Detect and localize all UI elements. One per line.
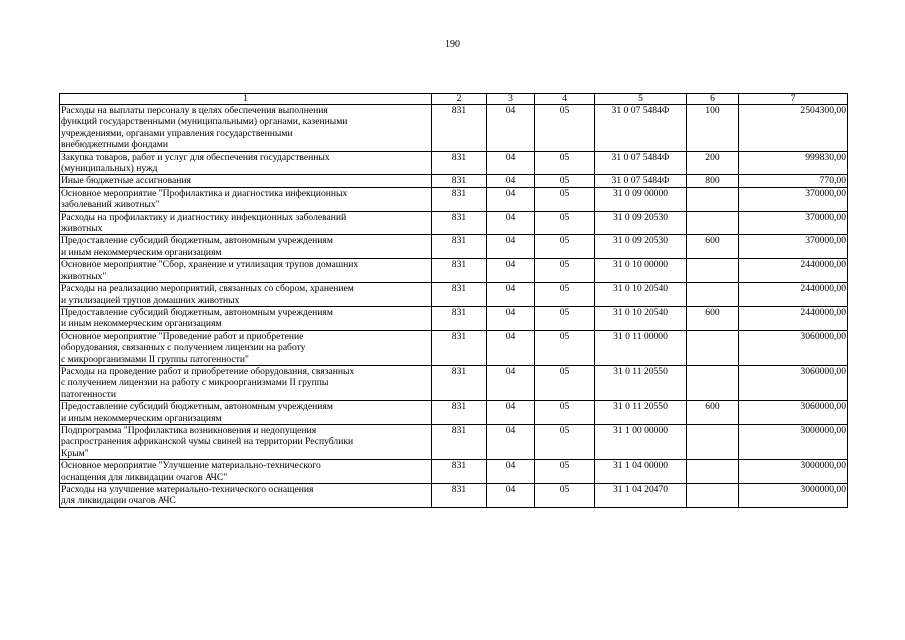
subsection-code: 05 — [535, 175, 595, 187]
row-name: Подпрограмма "Профилактика возникновения и недопущения распространения африканской чумы свиней на территории Республики Крым" — [60, 424, 432, 459]
section-code: 04 — [487, 306, 535, 330]
section-code: 04 — [487, 259, 535, 283]
target-code: 31 0 07 5484Ф — [595, 175, 687, 187]
amount: 3000000,00 — [739, 460, 848, 484]
amount: 2440000,00 — [739, 283, 848, 307]
target-code: 31 1 04 00000 — [595, 460, 687, 484]
subsection-code: 05 — [535, 330, 595, 365]
row-name: Основное мероприятие "Профилактика и диагностика инфекционных заболеваний животных" — [60, 187, 432, 211]
section-code: 04 — [487, 460, 535, 484]
subsection-code: 05 — [535, 235, 595, 259]
subsection-code: 05 — [535, 424, 595, 459]
expense-type-code — [687, 330, 739, 365]
table-row — [60, 105, 848, 152]
expense-type-code — [687, 187, 739, 211]
amount: 370000,00 — [739, 187, 848, 211]
row-name: Расходы на улучшение материально-технического оснащения для ликвидации очагов АЧС — [60, 484, 432, 508]
amount: 2440000,00 — [739, 259, 848, 283]
expense-type-code — [687, 365, 739, 400]
ministry-code: 831 — [432, 424, 487, 459]
table-row — [60, 211, 848, 235]
ministry-code: 831 — [432, 259, 487, 283]
table-row — [60, 484, 848, 508]
amount: 2440000,00 — [739, 306, 848, 330]
section-code: 04 — [487, 175, 535, 187]
target-code: 31 0 11 20550 — [595, 365, 687, 400]
ministry-code: 831 — [432, 187, 487, 211]
subsection-code: 05 — [535, 151, 595, 175]
row-name: Основное мероприятие "Улучшение материально-технического оснащения для ликвидации очагов АЧС" — [60, 460, 432, 484]
ministry-code: 831 — [432, 330, 487, 365]
target-code: 31 0 10 20540 — [595, 306, 687, 330]
expense-type-code — [687, 259, 739, 283]
subsection-code: 05 — [535, 211, 595, 235]
target-code: 31 1 04 20470 — [595, 484, 687, 508]
ministry-code: 831 — [432, 283, 487, 307]
amount: 370000,00 — [739, 211, 848, 235]
row-name: Предоставление субсидий бюджетным, автономным учреждениям и иным некоммерческим организациям — [60, 235, 432, 259]
section-code: 04 — [487, 211, 535, 235]
page-number: 190 — [445, 39, 460, 50]
target-code: 31 0 10 20540 — [595, 283, 687, 307]
table-row — [60, 330, 848, 365]
row-name: Основное мероприятие "Проведение работ и приобретение оборудования, связанных с получением лицензии на работу с микроорганизмами II группы патогенности" — [60, 330, 432, 365]
amount: 2504300,00 — [739, 105, 848, 152]
section-code: 04 — [487, 105, 535, 152]
section-code: 04 — [487, 151, 535, 175]
amount: 370000,00 — [739, 235, 848, 259]
target-code: 31 0 07 5484Ф — [595, 105, 687, 152]
expense-type-code — [687, 211, 739, 235]
table-row — [60, 151, 848, 175]
target-code: 31 1 00 00000 — [595, 424, 687, 459]
expense-type-code: 800 — [687, 175, 739, 187]
amount: 3060000,00 — [739, 330, 848, 365]
ministry-code: 831 — [432, 365, 487, 400]
subsection-code: 05 — [535, 283, 595, 307]
column-header-4: 4 — [535, 94, 595, 105]
row-name: Закупка товаров, работ и услуг для обеспечения государственных (муниципальных) нужд — [60, 151, 432, 175]
table-body — [60, 105, 848, 508]
subsection-code: 05 — [535, 105, 595, 152]
ministry-code: 831 — [432, 105, 487, 152]
expense-type-code — [687, 424, 739, 459]
column-header-2: 2 — [432, 94, 487, 105]
target-code: 31 0 11 20550 — [595, 401, 687, 425]
subsection-code: 05 — [535, 460, 595, 484]
ministry-code: 831 — [432, 235, 487, 259]
section-code: 04 — [487, 424, 535, 459]
subsection-code: 05 — [535, 401, 595, 425]
table-row — [60, 235, 848, 259]
subsection-code: 05 — [535, 484, 595, 508]
budget-table — [59, 93, 848, 508]
subsection-code: 05 — [535, 306, 595, 330]
target-code: 31 0 09 20530 — [595, 211, 687, 235]
target-code: 31 0 10 00000 — [595, 259, 687, 283]
table-row — [60, 283, 848, 307]
ministry-code: 831 — [432, 175, 487, 187]
header-row — [60, 94, 848, 105]
amount: 3000000,00 — [739, 424, 848, 459]
ministry-code: 831 — [432, 460, 487, 484]
row-name: Расходы на выплаты персоналу в целях обеспечения выполнения функций государственными (муниципальными) органами, казенными учреждениями, органами управления государственными внебюджетными фондами — [60, 105, 432, 152]
amount: 770,00 — [739, 175, 848, 187]
section-code: 04 — [487, 235, 535, 259]
section-code: 04 — [487, 365, 535, 400]
column-header-3: 3 — [487, 94, 535, 105]
section-code: 04 — [487, 283, 535, 307]
table-row — [60, 175, 848, 187]
row-name: Расходы на профилактику и диагностику инфекционных заболеваний животных — [60, 211, 432, 235]
expense-type-code — [687, 283, 739, 307]
target-code: 31 0 09 00000 — [595, 187, 687, 211]
target-code: 31 0 09 20530 — [595, 235, 687, 259]
target-code: 31 0 07 5484Ф — [595, 151, 687, 175]
target-code: 31 0 11 00000 — [595, 330, 687, 365]
row-name: Иные бюджетные ассигнования — [60, 175, 432, 187]
section-code: 04 — [487, 401, 535, 425]
table-row — [60, 259, 848, 283]
table-row — [60, 424, 848, 459]
subsection-code: 05 — [535, 259, 595, 283]
table-row — [60, 365, 848, 400]
section-code: 04 — [487, 484, 535, 508]
amount: 999830,00 — [739, 151, 848, 175]
table-row — [60, 187, 848, 211]
expense-type-code: 100 — [687, 105, 739, 152]
amount: 3000000,00 — [739, 484, 848, 508]
table-row — [60, 401, 848, 425]
ministry-code: 831 — [432, 306, 487, 330]
subsection-code: 05 — [535, 187, 595, 211]
subsection-code: 05 — [535, 365, 595, 400]
column-header-6: 6 — [687, 94, 739, 105]
column-header-5: 5 — [595, 94, 687, 105]
ministry-code: 831 — [432, 211, 487, 235]
expense-type-code: 600 — [687, 235, 739, 259]
section-code: 04 — [487, 187, 535, 211]
column-header-1: 1 — [60, 94, 432, 105]
expense-type-code: 600 — [687, 401, 739, 425]
section-code: 04 — [487, 330, 535, 365]
row-name: Расходы на реализацию мероприятий, связанных со сбором, хранением и утилизацией трупов домашних животных — [60, 283, 432, 307]
expense-type-code: 600 — [687, 306, 739, 330]
ministry-code: 831 — [432, 401, 487, 425]
table-row — [60, 460, 848, 484]
ministry-code: 831 — [432, 151, 487, 175]
expense-type-code — [687, 484, 739, 508]
row-name: Предоставление субсидий бюджетным, автономным учреждениям и иным некоммерческим организациям — [60, 401, 432, 425]
row-name: Основное мероприятие "Сбор, хранение и утилизация трупов домашних животных" — [60, 259, 432, 283]
expense-type-code: 200 — [687, 151, 739, 175]
expense-type-code — [687, 460, 739, 484]
row-name: Расходы на проведение работ и приобретение оборудования, связанных с получением лицензии на работу с микроорганизмами II группы патогенности — [60, 365, 432, 400]
ministry-code: 831 — [432, 484, 487, 508]
column-header-7: 7 — [739, 94, 848, 105]
table-row — [60, 306, 848, 330]
row-name: Предоставление субсидий бюджетным, автономным учреждениям и иным некоммерческим организациям — [60, 306, 432, 330]
amount: 3060000,00 — [739, 401, 848, 425]
amount: 3060000,00 — [739, 365, 848, 400]
